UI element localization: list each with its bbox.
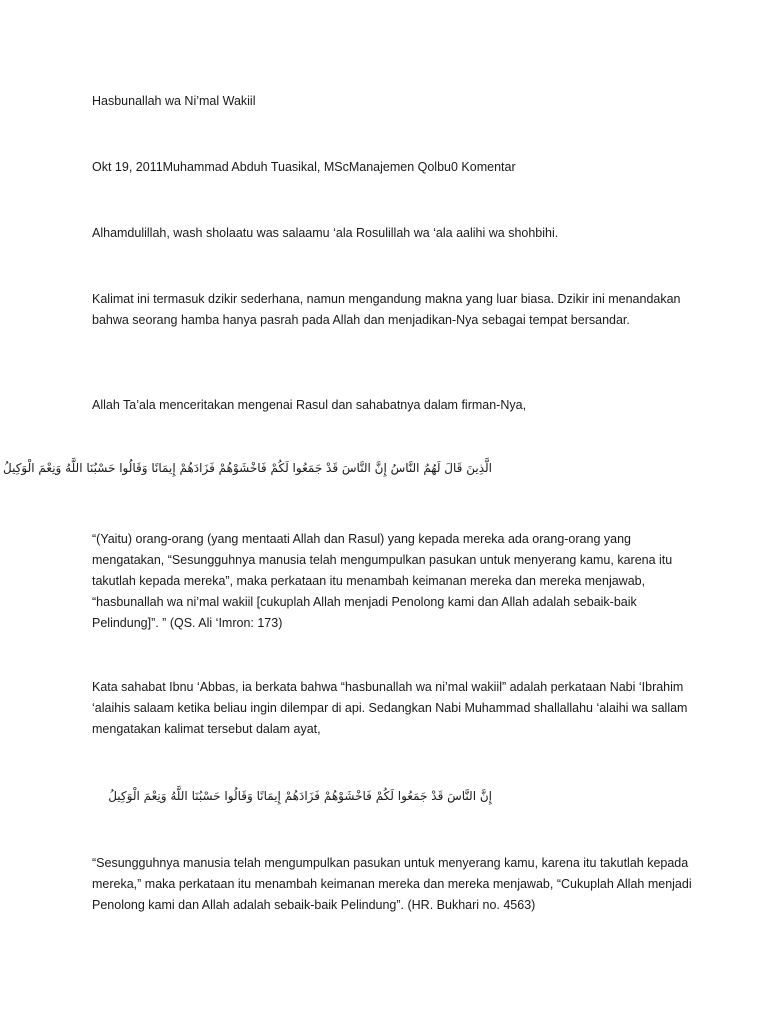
translation-paragraph-1: “(Yaitu) orang-orang (yang mentaati Allah dan Rasul) yang kepada mereka ada orang-orang yang mengatakan, “Sesungguhnya manusia telah mengumpulkan pasukan untuk menyerang kamu, karena itu takutlah kepada mereka”, maka perkataan itu menambah keimanan mereka dan mereka menjawab, “hasbunallah wa ni’mal wakiil [cukuplah Allah menjadi Penolong kami dan Allah adalah sebaik-baik Pelindung]”. ” (QS. Ali ‘Imron: 173): [92, 532, 673, 630]
translation-paragraph-2: “Sesungguhnya manusia telah mengumpulkan pasukan untuk menyerang kamu, karena itu takutlah kepada mereka,” maka perkataan itu menambah keimanan mereka dan mereka menjawab, “Cukuplah Allah menjadi Penolong kami dan Allah adalah sebaik-baik Pelindung”. (HR. Bukhari no. 4563): [92, 856, 692, 912]
ibnu-abbas-paragraph: Kata sahabat Ibnu ‘Abbas, ia berkata bahwa “hasbunallah wa ni’mal wakiil” adalah perkataan Nabi ‘Ibrahim ‘alaihis salaam ketika beliau ingin dilempar di api. Sedangkan Nabi Muhammad shallallahu ‘alaihi wa sallam mengatakan kalimat tersebut dalam ayat,: [92, 680, 688, 736]
arabic-verse-1: الَّذِينَ قَالَ لَهُمُ النَّاسُ إِنَّ النَّاسَ قَدْ جَمَعُوا لَكُمْ فَاخْشَوْهُمْ فَزَادَهُمْ إِيمَانًا وَقَالُوا حَسْبُنَا اللَّهُ وَنِعْمَ الْوَكِيلُ: [3, 461, 492, 475]
meta-line: Okt 19, 2011Muhammad Abduh Tuasikal, MScManajemen Qolbu0 Komentar: [92, 160, 516, 174]
lead-in-paragraph: Allah Ta’ala menceritakan mengenai Rasul dan sahabatnya dalam firman-Nya,: [92, 398, 527, 412]
intro-paragraph: Kalimat ini termasuk dzikir sederhana, namun mengandung makna yang luar biasa. Dzikir ini menandakan bahwa seorang hamba hanya pasrah pada Allah dan menjadikan-Nya sebagai tempat bersandar.: [92, 292, 681, 327]
arabic-verse-2: إِنَّ النَّاسَ قَدْ جَمَعُوا لَكُمْ فَاخْشَوْهُمْ فَزَادَهُمْ إِيمَانًا وَقَالُوا حَسْبُنَا اللَّهُ وَنِعْمَ الْوَكِيلُ: [108, 789, 492, 803]
document-title: Hasbunallah wa Ni’mal Wakiil: [92, 94, 256, 108]
greeting-paragraph: Alhamdulillah, wash sholaatu was salaamu ‘ala Rosulillah wa ‘ala aalihi wa shohbihi.: [92, 226, 559, 240]
